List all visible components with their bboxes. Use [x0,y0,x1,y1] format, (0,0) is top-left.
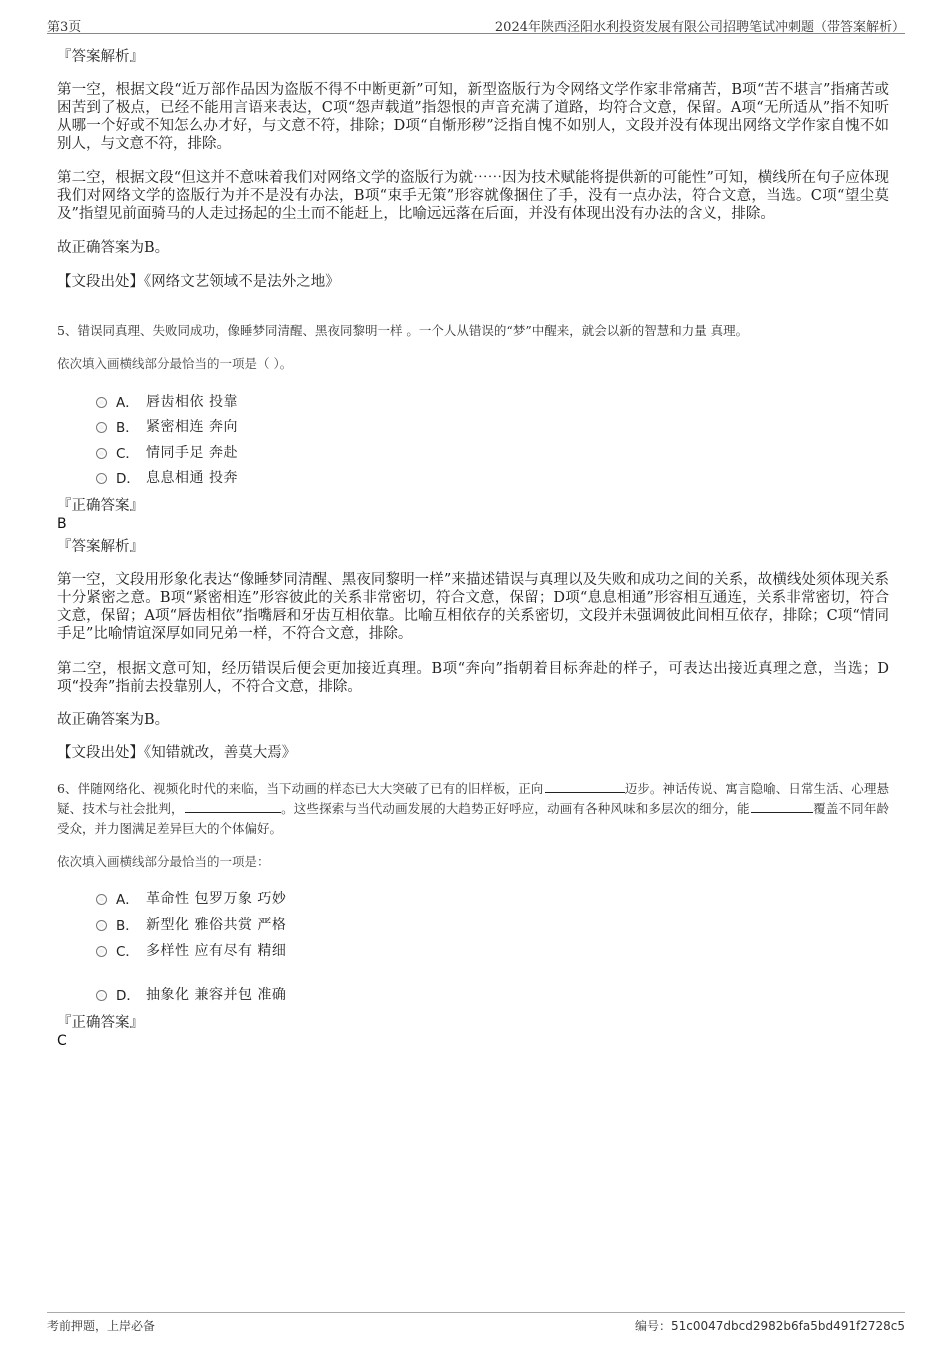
fill-blank-2[interactable] [185,801,281,813]
page-number: 第3页 [47,20,82,35]
footer-slogan: 考前押题，上岸必备 [47,1319,156,1333]
fill-blank-3[interactable] [751,801,813,813]
q6-instruction: 依次填入画横线部分最恰当的一项是： [57,854,270,869]
radio-icon[interactable] [96,448,107,459]
radio-icon[interactable] [96,920,107,931]
q4-analysis-label: 『答案解析』 [57,49,144,65]
radio-icon[interactable] [96,397,107,408]
q5-correct-label: 『正确答案』 [57,498,144,514]
fill-blank-1[interactable] [545,781,625,793]
q6-option-a[interactable]: A． 革命性 包罗万象 巧妙 [96,888,286,908]
q4-conclusion: 故正确答案为B。 [57,240,170,256]
q5-correct-answer: B [57,516,67,532]
radio-icon[interactable] [96,473,107,484]
q6-option-b[interactable]: B． 新型化 雅俗共赏 严格 [96,914,286,934]
radio-icon[interactable] [96,946,107,957]
q5-source: 【文段出处】《知错就改，善莫大焉》 [57,745,297,761]
radio-icon[interactable] [96,422,107,433]
q5-instruction: 依次填入画横线部分最恰当的一项是（ ）。 [57,356,293,371]
page-header [47,14,905,34]
q5-analysis-para-2: 第二空，根据文意可知，经历错误后便会更加接近真理。B项“奔向”指朝着目标奔赴的样子，可表达出接近真理之意，当选；D项“投奔”指前去投靠别人，不符合文意，排除。 [57,661,889,695]
q6-correct-answer: C [57,1033,67,1049]
q4-analysis-para-1: 第一空，根据文段“近万部作品因为盗版不得不中断更新”可知，新型盗版行为令网络文学作家非常痛苦，B项“苦不堪言”指痛苦或困苦到了极点，已经不能用言语来表达，C项“怨声载道”指怨恨的声音充满了道路，均符合文意，保留。A项“无所适从”指不知听从哪一个好或不知怎么办才好，与文意不符，排除；D项“自惭形秽”泛指自愧不如别人，文段并没有体现出网络文学作家自愧不如别人，与文意不符，排除。 [57,82,889,152]
q6-question: 6、伴随网络化、视频化时代的来临，当下动画的样态已大大突破了已有的旧样板，正向 迈步。神话传说、寓言隐喻、日常生活、心理悬疑、技术与社会批判， 。这些探索与当代动画发展的大趋势正好呼应，动画有各种风味和多层次的细分，能 覆盖不同年龄受众，并力图满足差异巨大的个体偏好。 [57,781,889,836]
q4-source: 【文段出处】《网络文艺领域不是法外之地》 [57,274,340,290]
q5-analysis-label: 『答案解析』 [57,539,144,555]
document-title: 2024年陕西泾阳水利投资发展有限公司招聘笔试冲刺题（带答案解析） [494,20,905,35]
q5-question: 5、错误同真理、失败同成功，像睡梦同清醒、黑夜同黎明一样 。一个人从错误的“梦”中醒来，就会以新的智慧和力量 真理。 [57,323,749,338]
q5-analysis-para-1: 第一空，文段用形象化表达“像睡梦同清醒、黑夜同黎明一样”来描述错误与真理以及失败和成功之间的关系，故横线处须体现关系十分紧密之意。B项“紧密相连”形容彼此的关系非常密切，符合文意，保留；D项“息息相通”形容相互通连，关系非常密切，符合文意，保留；A项“唇齿相依”指嘴唇和牙齿互相依靠。比喻互相依存的关系密切，文段并未强调彼此间相互依存，排除；C项“情同手足”比喻情谊深厚如同兄弟一样，不符合文意，排除。 [57,572,889,642]
radio-icon[interactable] [96,894,107,905]
q4-analysis-para-2: 第二空，根据文段“但这并不意味着我们对网络文学的盗版行为就⋯⋯因为技术赋能将提供新的可能性”可知，横线所在句子应体现我们对网络文学的盗版行为并不是没有办法，B项“束手无策”形容就像捆住了手，没有一点办法，符合文意，当选。C项“望尘莫及”指望见前面骑马的人走过扬起的尘土而不能赶上，比喻远远落在后面，并没有体现出没有办法的含义，排除。 [57,170,889,222]
q6-option-d[interactable]: D． 抽象化 兼容并包 准确 [96,984,286,1004]
page-footer [47,1312,905,1334]
q5-option-a[interactable]: A． 唇齿相依 投靠 [96,391,238,411]
q5-conclusion: 故正确答案为B。 [57,712,170,728]
q6-option-c[interactable]: C． 多样性 应有尽有 精细 [96,940,286,960]
radio-icon[interactable] [96,990,107,1001]
q5-option-c[interactable]: C． 情同手足 奔赴 [96,442,238,462]
q6-correct-label: 『正确答案』 [57,1015,144,1031]
q5-option-b[interactable]: B． 紧密相连 奔向 [96,416,238,436]
document-code: 编号：51c0047dbcd2982b6fa5bd491f2728c5 [634,1319,905,1333]
q5-option-d[interactable]: D． 息息相通 投奔 [96,467,238,487]
